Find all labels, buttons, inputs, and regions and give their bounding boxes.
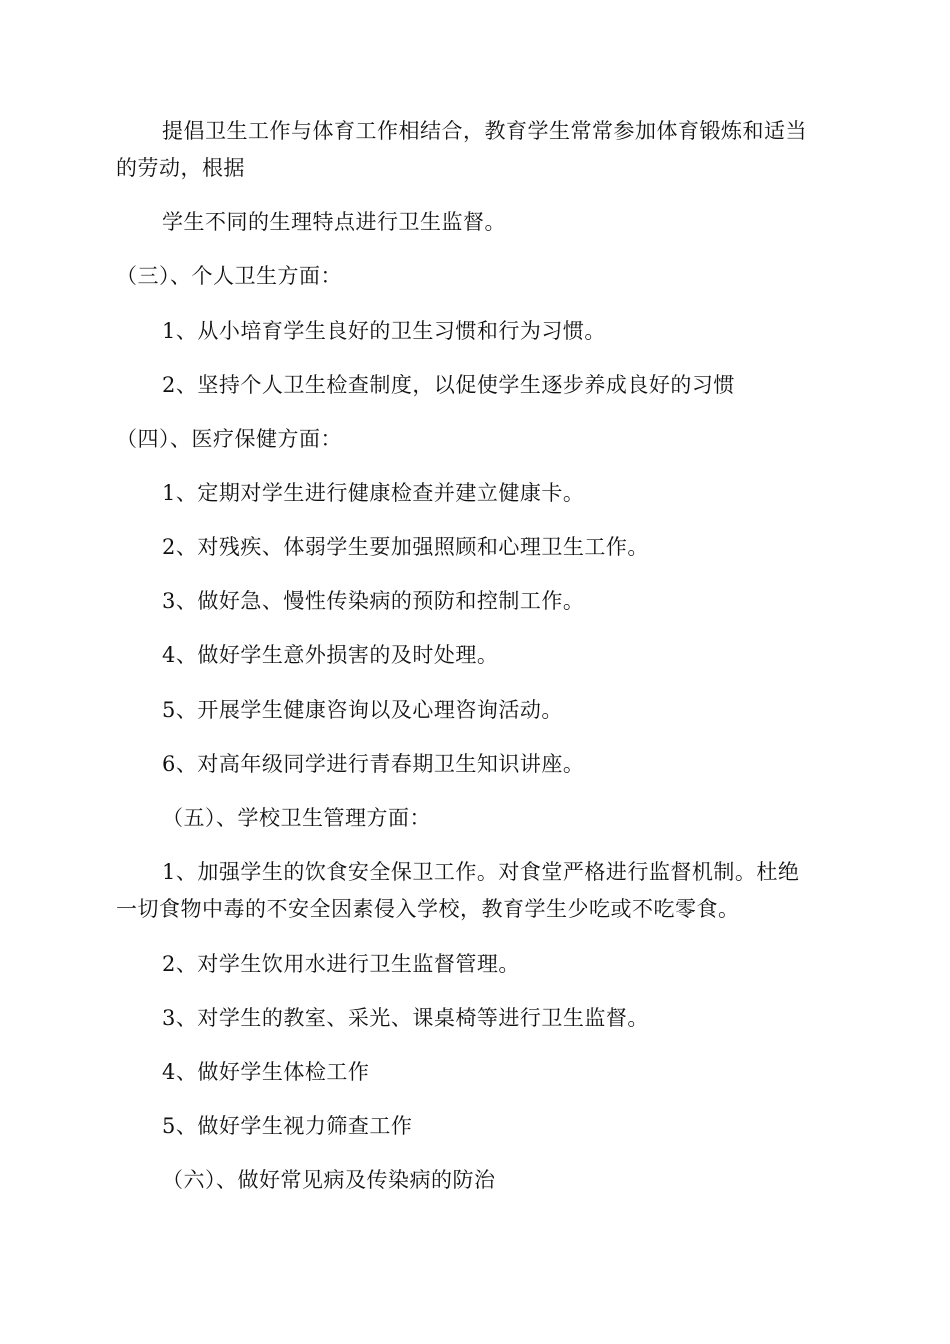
paragraph-line: 学生不同的生理特点进行卫生监督。	[162, 210, 506, 234]
list-item: 3、对学生的教室、采光、课桌椅等进行卫生监督。	[162, 1006, 649, 1030]
paragraph-line: 提倡卫生工作与体育工作相结合，教育学生常常参加体育锻炼和适当	[162, 119, 807, 143]
list-item: 1、加强学生的饮食安全保卫工作。对食堂严格进行监督机制。杜绝	[162, 860, 800, 884]
list-item: 1、定期对学生进行健康检查并建立健康卡。	[162, 481, 585, 505]
section-heading: （六）、做好常见病及传染病的防治	[162, 1168, 496, 1192]
list-item: 1、从小培育学生良好的卫生习惯和行为习惯。	[162, 319, 606, 343]
list-item: 4、做好学生体检工作	[162, 1060, 370, 1084]
list-item: 3、做好急、慢性传染病的预防和控制工作。	[162, 589, 585, 613]
list-item-continuation: 一切食物中毒的不安全因素侵入学校，教育学生少吃或不吃零食。	[116, 897, 740, 921]
section-heading: （三）、个人卫生方面：	[116, 264, 342, 288]
paragraph-line: 的劳动，根据	[116, 156, 245, 180]
list-item: 2、坚持个人卫生检查制度，以促使学生逐步养成良好的习惯	[162, 373, 735, 397]
list-item: 2、对残疾、体弱学生要加强照顾和心理卫生工作。	[162, 535, 649, 559]
section-heading: （四）、医疗保健方面：	[116, 427, 342, 451]
list-item: 5、做好学生视力筛查工作	[162, 1114, 413, 1138]
list-item: 6、对高年级同学进行青春期卫生知识讲座。	[162, 752, 585, 776]
list-item: 2、对学生饮用水进行卫生监督管理。	[162, 952, 520, 976]
list-item: 5、开展学生健康咨询以及心理咨询活动。	[162, 698, 563, 722]
list-item: 4、做好学生意外损害的及时处理。	[162, 643, 499, 667]
section-heading: （五）、学校卫生管理方面：	[162, 806, 431, 830]
